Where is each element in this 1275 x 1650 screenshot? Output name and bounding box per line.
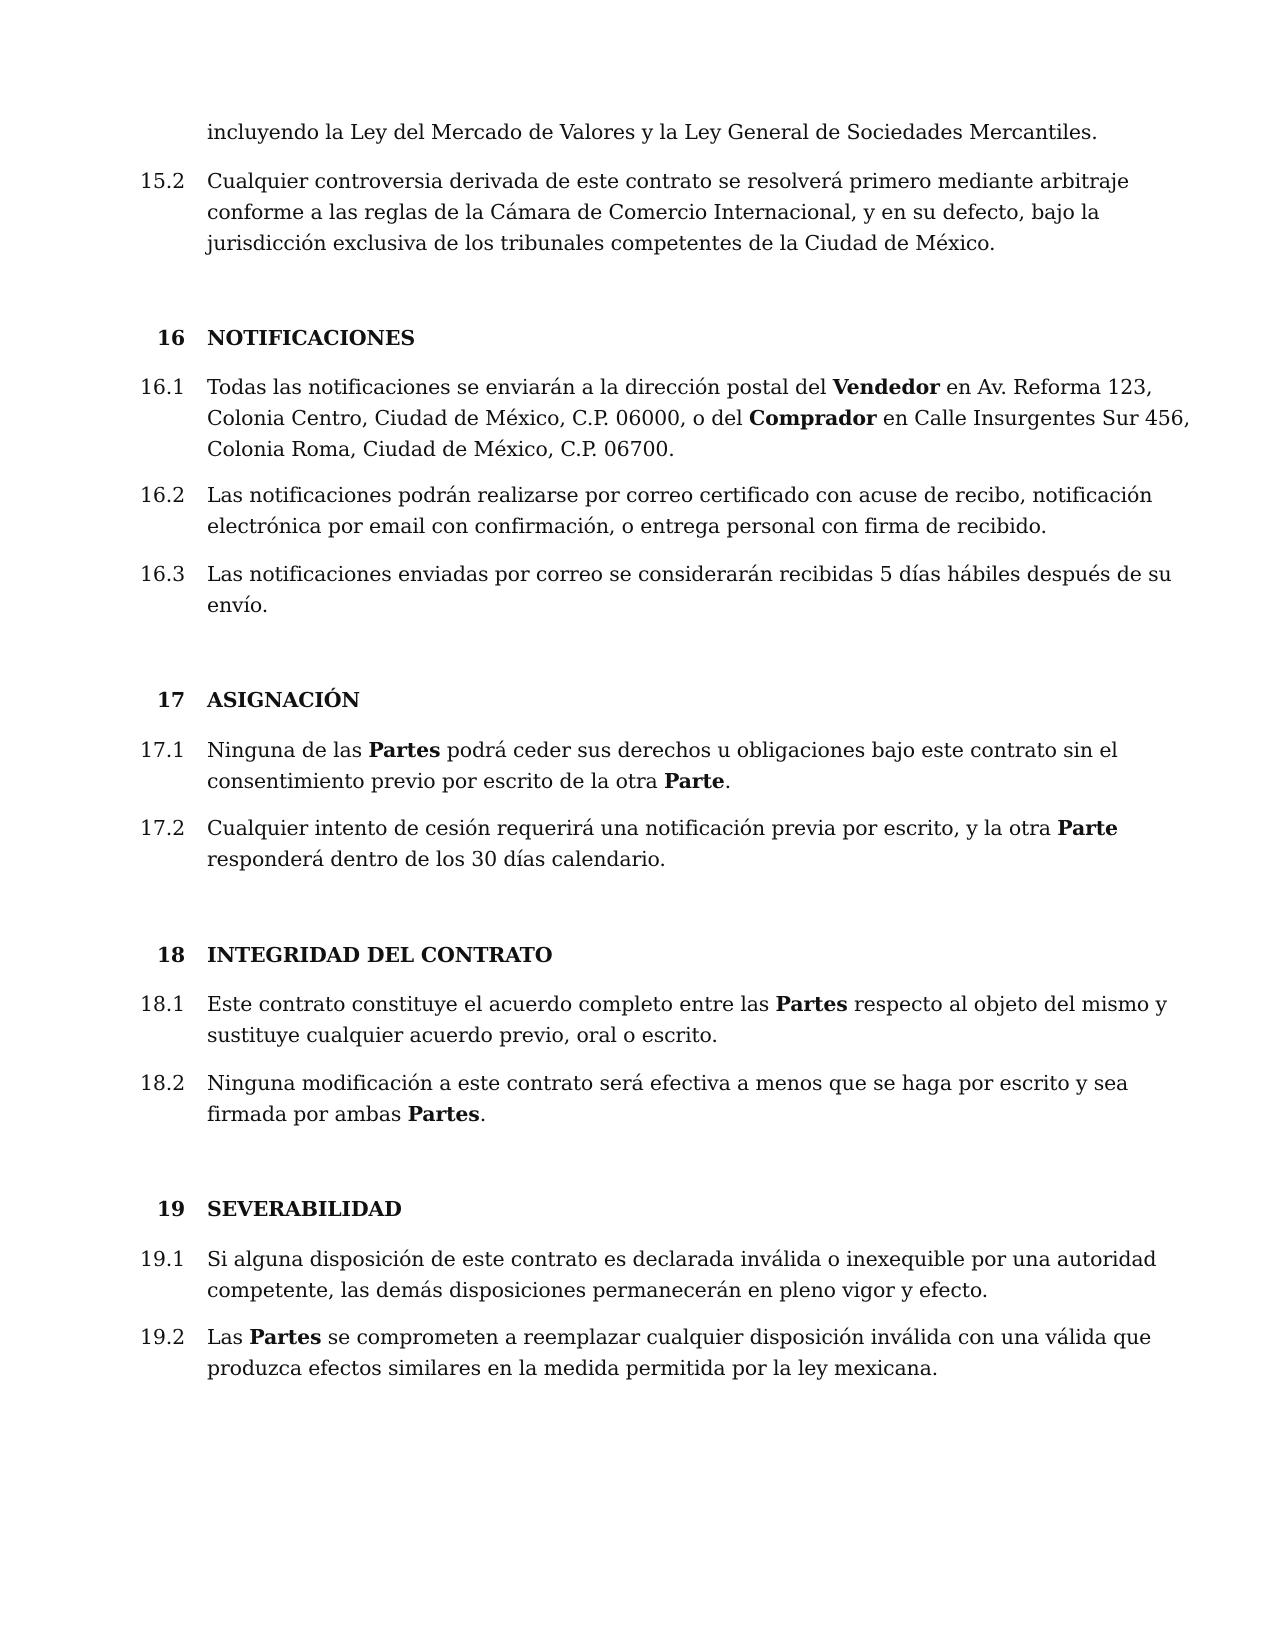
clause-number: 18.2 — [140, 1071, 186, 1095]
clause-continuation: incluyendo la Ley del Mercado de Valores y la Ley General de Sociedades Mercantiles. — [207, 120, 1098, 144]
section-number: 19 — [156, 1197, 185, 1221]
section-number: 17 — [156, 688, 185, 712]
section-title: INTEGRIDAD DEL CONTRATO — [207, 943, 553, 967]
clause-text: Todas las notificaciones se enviarán a la dirección postal del Vendedor en Av. Reforma 123, Colonia Centro, Ciudad de México, C.P. 06000, o del Comprador en Calle Insurgentes Sur 456, Colonia Roma, Ciudad de México, C.P. 06700. — [207, 375, 1190, 461]
clause-text: Este contrato constituye el acuerdo completo entre las Partes respecto al objeto del mismo y sustituye cualquier acuerdo previo, oral o escrito. — [207, 992, 1167, 1047]
clause-number: 17.1 — [140, 738, 186, 762]
clause-number: 16.1 — [140, 375, 186, 399]
section-title: ASIGNACIÓN — [207, 688, 360, 712]
defined-term: Comprador — [748, 406, 877, 430]
clause-number: 19.1 — [140, 1247, 186, 1271]
clause-text: Si alguna disposición de este contrato es declarada inválida o inexequible por una autoridad competente, las demás disposiciones permanecerán en pleno vigor y efecto. — [207, 1247, 1157, 1302]
clause-text: Las notificaciones podrán realizarse por correo certificado con acuse de recibo, notificación electrónica por email con confirmación, o entrega personal con firma de recibido. — [207, 483, 1153, 538]
section-number: 18 — [156, 943, 185, 967]
defined-term: Partes — [775, 992, 848, 1016]
clause-number: 16.3 — [140, 562, 186, 586]
defined-term: Partes — [407, 1102, 480, 1126]
clause-number: 19.2 — [140, 1325, 186, 1349]
clause-number: 17.2 — [140, 816, 186, 840]
clause-text: Cualquier controversia derivada de este contrato se resolverá primero mediante arbitraje conforme a las reglas de la Cámara de Comercio Internacional, y en su defecto, bajo la jurisdicción exclusiva de los tribunales competentes de la Ciudad de México. — [207, 169, 1129, 255]
defined-term: Vendedor — [832, 375, 940, 399]
defined-term: Partes — [249, 1325, 322, 1349]
defined-term: Parte — [1057, 816, 1118, 840]
clause-number: 18.1 — [140, 992, 186, 1016]
section-title: NOTIFICACIONES — [207, 326, 415, 350]
defined-term: Partes — [368, 738, 441, 762]
section-title: SEVERABILIDAD — [207, 1197, 402, 1221]
clause-text: Las Partes se comprometen a reemplazar cualquier disposición inválida con una válida que produzca efectos similares en la medida permitida por la ley mexicana. — [207, 1325, 1152, 1380]
clause-text: Ninguna modificación a este contrato será efectiva a menos que se haga por escrito y sea firmada por ambas Partes. — [207, 1071, 1129, 1126]
defined-term: Parte — [663, 769, 725, 793]
clause-number: 16.2 — [140, 483, 186, 507]
clause-text: Ninguna de las Partes podrá ceder sus derechos u obligaciones bajo este contrato sin el consentimiento previo por escrito de la otra Parte. — [207, 738, 1118, 793]
clause-text: Cualquier intento de cesión requerirá una notificación previa por escrito, y la otra Parte responderá dentro de los 30 días calendario. — [207, 816, 1118, 871]
clause-text: Las notificaciones enviadas por correo se considerarán recibidas 5 días hábiles después de su envío. — [207, 562, 1172, 617]
clause-number: 15.2 — [140, 169, 186, 193]
section-number: 16 — [156, 326, 185, 350]
